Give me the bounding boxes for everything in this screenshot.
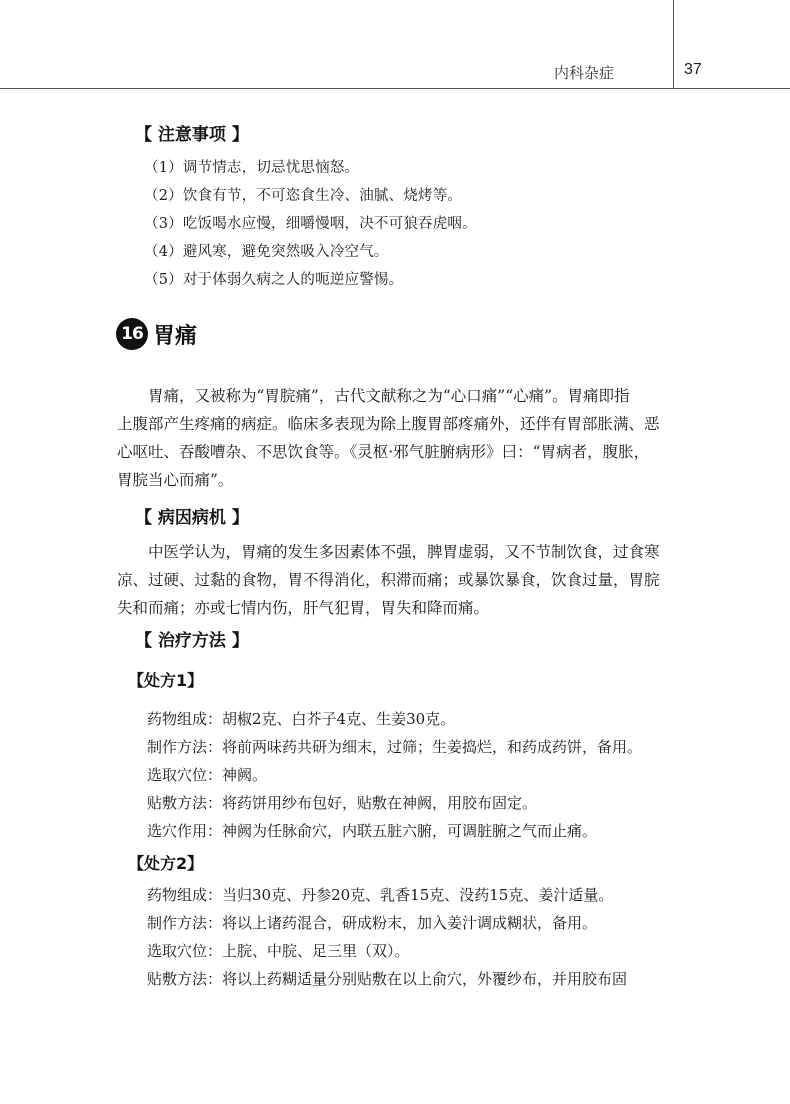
precaution-item: （3）吃饭喝水应慢，细嚼慢咽，决不可狼吞虎咽。 (144, 216, 477, 232)
intro-line: 胃脘当心而痛”。 (117, 471, 234, 489)
etiology-line: 中医学认为，胃痛的发生多因素体不强，脾胃虚弱，又不节制饮食，过食寒 (148, 543, 660, 561)
header-vertical-rule (673, 0, 674, 88)
page-number: 37 (684, 61, 702, 78)
etiology-line: 失和而痛；亦或七情内伤，肝气犯胃，胃失和降而痛。 (117, 599, 490, 617)
prescription-2-line: 选取穴位：上脘、中脘、足三里（双）。 (147, 942, 410, 960)
chapter-heading (116, 318, 197, 350)
intro-line: 胃痛，又被称为“胃脘痛”，古代文献称之为“心口痛”“心痛”。胃痛即指 (148, 387, 630, 405)
precaution-item: （4）避风寒，避免突然吸入冷空气。 (144, 244, 389, 260)
prescription-2-line: 药物组成：当归30克、丹参20克、乳香15克、没药15克、姜汁适量。 (147, 886, 614, 904)
running-header-section: 内科杂症 (554, 64, 615, 82)
precautions-heading: 【 注意事项 】 (135, 125, 249, 145)
prescription-2-line: 制作方法：将以上诸药混合，研成粉末，加入姜汁调成糊状，备用。 (147, 914, 598, 932)
prescription-1-line: 制作方法：将前两味药共研为细末，过筛；生姜捣烂，和药成药饼，备用。 (147, 738, 643, 756)
etiology-line: 凉、过硬、过黏的食物，胃不得消化，积滞而痛；或暴饮暴食，饮食过量，胃脘 (117, 571, 660, 589)
prescription-2-heading: 【处方2】 (128, 854, 204, 873)
precaution-item: （1）调节情志，切忌忧思恼怒。 (144, 160, 360, 176)
precaution-item: （2）饮食有节，不可恣食生冷、油腻、烧烤等。 (144, 188, 463, 204)
header-horizontal-rule (0, 88, 790, 89)
prescription-1-line: 选穴作用：神阙为任脉俞穴，内联五脏六腑，可调脏腑之气而止痛。 (147, 822, 598, 840)
precaution-item: （5）对于体弱久病之人的呃逆应警惕。 (144, 272, 404, 288)
prescription-1-line: 选取穴位：神阙。 (147, 766, 268, 784)
intro-line: 上腹部产生疼痛的病症。临床多表现为除上腹胃部疼痛外，还伴有胃部胀满、恶 (117, 415, 660, 433)
treatment-heading: 【 治疗方法 】 (135, 631, 249, 651)
intro-line: 心呕吐、吞酸嘈杂、不思饮食等。《灵枢·邪气脏腑病形》曰：“胃病者，腹胀， (117, 443, 650, 461)
prescription-2-line: 贴敷方法：将以上药糊适量分别贴敷在以上俞穴，外覆纱布，并用胶布固 (147, 970, 628, 988)
etiology-heading: 【 病因病机 】 (135, 508, 249, 528)
chapter-title: 胃痛 (153, 323, 198, 349)
prescription-1-line: 药物组成：胡椒2克、白芥子4克、生姜30克。 (147, 710, 456, 728)
prescription-1-heading: 【处方1】 (128, 671, 204, 690)
chapter-number-badge: 16 (116, 318, 148, 350)
prescription-1-line: 贴敷方法：将药饼用纱布包好，贴敷在神阙，用胶布固定。 (147, 794, 538, 812)
